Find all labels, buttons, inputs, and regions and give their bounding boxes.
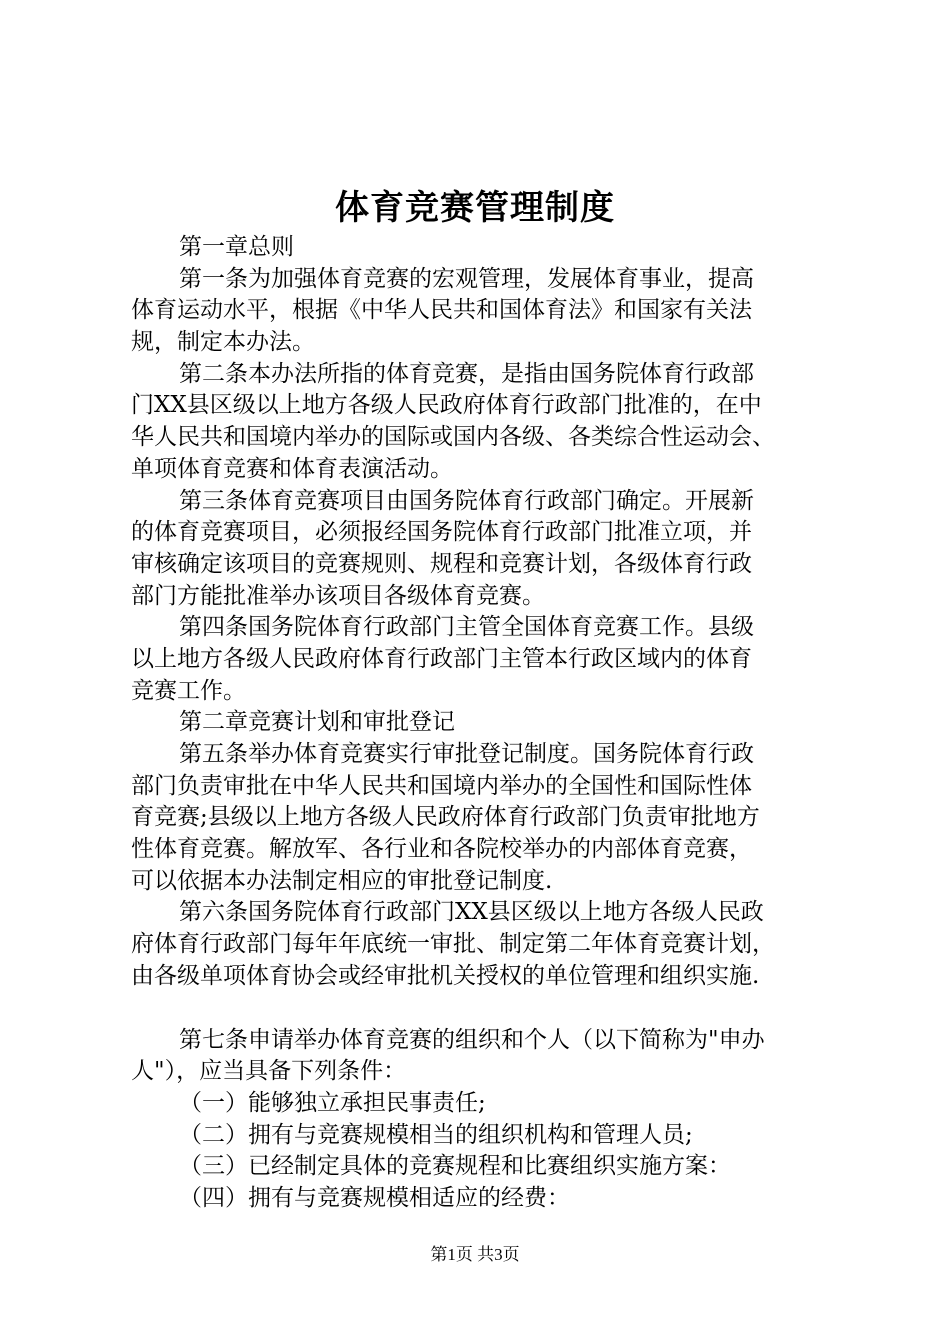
paragraph-line: 竞赛工作。 bbox=[131, 677, 246, 704]
chapter-heading: 第二章竞赛计划和审批登记 bbox=[179, 709, 455, 736]
page-title: 体育竞赛管理制度 bbox=[335, 188, 615, 228]
document-body bbox=[131, 232, 831, 1215]
paragraph-line: 体育运动水平，根据《中华人民共和国体育法》和国家有关法 bbox=[131, 297, 752, 324]
paragraph-gap bbox=[131, 993, 831, 1025]
list-item: （一）能够独立承担民事责任; bbox=[179, 1089, 486, 1116]
paragraph-line: 规，制定本办法。 bbox=[131, 329, 315, 356]
paragraph-line: 由各级单项体育协会或经审批机关授权的单位管理和组织实施. bbox=[131, 962, 760, 989]
paragraph-line: 育竞赛;县级以上地方各级人民政府体育行政部门负责审批地方 bbox=[131, 804, 760, 831]
paragraph-line: 第三条体育竞赛项目由国务院体育行政部门确定。开展新 bbox=[179, 487, 754, 514]
paragraph-line: 人"），应当具备下列条件： bbox=[131, 1058, 407, 1085]
page-number-footer: 第1页 共3页 bbox=[430, 1245, 520, 1264]
paragraph-line: 的体育竞赛项目，必须报经国务院体育行政部门批准立项，并 bbox=[131, 519, 752, 546]
paragraph-line: 以上地方各级人民政府体育行政部门主管本行政区域内的体育 bbox=[131, 645, 752, 672]
paragraph-line: 部门方能批准举办该项目各级体育竞赛。 bbox=[131, 582, 545, 609]
paragraph-line: 第二条本办法所指的体育竞赛，是指由国务院体育行政部 bbox=[179, 360, 754, 387]
paragraph-line: 可以依据本办法制定相应的审批登记制度. bbox=[131, 867, 553, 894]
paragraph-line: 第五条举办体育竞赛实行审批登记制度。国务院体育行政 bbox=[179, 741, 754, 767]
paragraph-line: 华人民共和国境内举办的国际或国内各级、各类综合性运动会、 bbox=[131, 424, 775, 451]
paragraph-line: 第七条申请举办体育竞赛的组织和个人（以下简称为"申办 bbox=[179, 1026, 765, 1053]
list-item: （四）拥有与竞赛规模相适应的经费： bbox=[179, 1184, 570, 1211]
chapter-heading: 第一章总则 bbox=[179, 234, 294, 260]
list-item: （二）拥有与竞赛规模相当的组织机构和管理人员; bbox=[179, 1121, 693, 1148]
paragraph-line: 部门负责审批在中华人民共和国境内举办的全国性和国际性体 bbox=[131, 772, 752, 799]
paragraph-line: 第四条国务院体育行政部门主管全国体育竞赛工作。县级 bbox=[179, 614, 754, 641]
paragraph-line: 门XX县区级以上地方各级人民政府体育行政部门批准的，在中 bbox=[131, 392, 762, 419]
paragraph-line: 第一条为加强体育竞赛的宏观管理，发展体育事业，提高 bbox=[179, 265, 754, 292]
list-item: （三）已经制定具体的竞赛规程和比赛组织实施方案： bbox=[179, 1153, 731, 1180]
paragraph-line: 第六条国务院体育行政部门XX县区级以上地方各级人民政 bbox=[179, 899, 764, 926]
paragraph-line: 性体育竞赛。解放军、各行业和各院校举办的内部体育竞赛， bbox=[131, 836, 752, 863]
paragraph-line: 府体育行政部门每年年底统一审批、制定第二年体育竞赛计划， bbox=[131, 931, 775, 958]
paragraph-line: 单项体育竞赛和体育表演活动。 bbox=[131, 455, 453, 482]
paragraph-line: 审核确定该项目的竞赛规则、规程和竞赛计划，各级体育行政 bbox=[131, 550, 752, 577]
